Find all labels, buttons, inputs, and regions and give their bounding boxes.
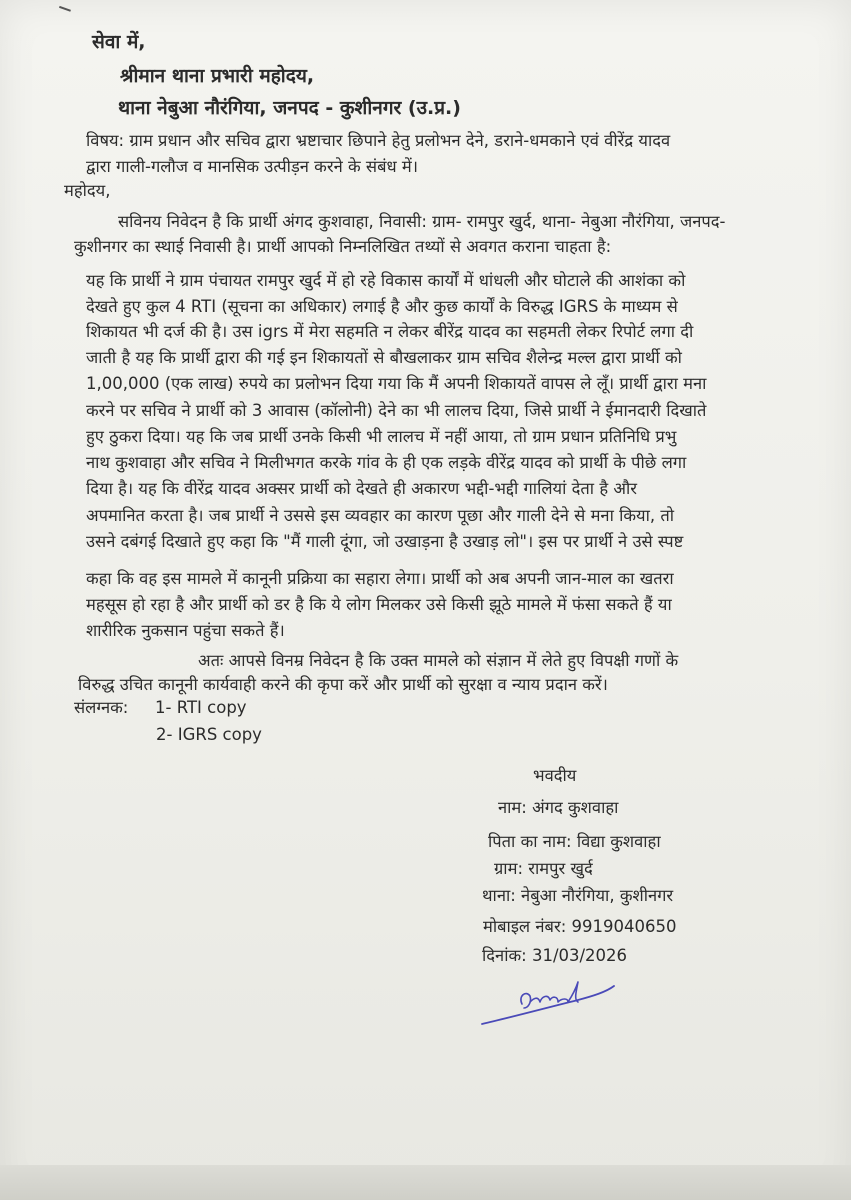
body-line: शारीरिक नुकसान पहुंचा सकते हैं। [86, 621, 285, 640]
body-line: सविनय निवेदन है कि प्रार्थी अंगद कुशवाहा, निवासी: ग्राम- रामपुर खुर्द, थाना- नेबुआ नौरंगिया, जनपद- [118, 212, 726, 231]
body-line: दिया है। यह कि वीरेंद्र यादव अक्सर प्रार्थी को देखते ही अकारण भद्दी-भद्दी गालियां देता है और [86, 479, 637, 498]
body-line: महसूस हो रहा है और प्रार्थी को डर है कि ये लोग मिलकर उसे किसी झूठे मामले में फंसा सकते हैं या [86, 595, 672, 614]
addressee-line-1: श्रीमान थाना प्रभारी महोदय, [120, 65, 315, 87]
body-line: हुए ठुकरा दिया। यह कि जब प्रार्थी उनके किसी भी लालच में नहीं आया, तो ग्राम प्रधान प्रतिनिधि प्रभु [86, 427, 677, 446]
addressee-line-2: थाना नेबुआ नौरंगिया, जनपद - कुशीनगर (उ.प्र.) [118, 97, 461, 119]
body-line: नाथ कुशवाहा और सचिव ने मिलीभगत करके गांव के ही एक लड़के वीरेंद्र यादव को प्रार्थी के पीछे लगा [86, 453, 687, 472]
body-line: कुशीनगर का स्थाई निवासी है। प्रार्थी आपको निम्नलिखित तथ्यों से अवगत कराना चाहता है: [74, 237, 612, 256]
signatory-mobile: मोबाइल नंबर: 9919040650 [483, 917, 677, 936]
signatory-father: पिता का नाम: विद्या कुशवाहा [488, 832, 661, 851]
body-line: करने पर सचिव ने प्रार्थी को 3 आवास (कॉलोनी) देने का भी लालच दिया, जिसे प्रार्थी ने ईमानदारी दिखाते [86, 401, 707, 420]
body-line: 1,00,000 (एक लाख) रुपये का प्रलोभन दिया गया कि मैं अपनी शिकायतें वापस ले लूँ। प्रार्थी द्वारा मना [86, 374, 707, 393]
page-bottom-edge [0, 1165, 851, 1200]
body-line: जाती है यह कि प्रार्थी द्वारा की गई इन शिकायतों से बौखलाकर ग्राम सचिव शैलेन्द्र मल्ल द्वारा प्रार्थी को [86, 348, 682, 367]
sign-off: भवदीय [533, 766, 577, 785]
subject-line: विषय: ग्राम प्रधान और सचिव द्वारा भ्रष्टाचार छिपाने हेतु प्रलोभन देने, डराने-धमकाने एवं वीरेंद्र यादव [86, 131, 671, 150]
attachments-label: संलग्नक: [74, 698, 129, 717]
attachment-item: 2- IGRS copy [156, 725, 262, 744]
pen-mark [59, 0, 73, 12]
signatory-station: थाना: नेबुआ नौरंगिया, कुशीनगर [482, 886, 674, 905]
signatory-village: ग्राम: रामपुर खुर्द [494, 859, 593, 878]
body-line: यह कि प्रार्थी ने ग्राम पंचायत रामपुर खुर्द में हो रहे विकास कार्यों में धांधली और घोटाले की आशंका को [86, 271, 686, 290]
attachment-item: 1- RTI copy [155, 698, 247, 717]
body-line: उसने दबंगई दिखाते हुए कहा कि "मैं गाली दूंगा, जो उखाड़ना है उखाड़ लो"। इस पर प्रार्थी ने उसे स्पष्ट [86, 532, 684, 551]
closing-line: विरुद्ध उचित कानूनी कार्यवाही करने की कृपा करें और प्रार्थी को सुरक्षा व न्याय प्रदान करें। [78, 675, 608, 694]
body-line: कहा कि वह इस मामले में कानूनी प्रक्रिया का सहारा लेगा। प्रार्थी को अब अपनी जान-माल का खतरा [86, 569, 674, 588]
subject-line: द्वारा गाली-गलौज व मानसिक उत्पीड़न करने के संबंध में। [86, 157, 419, 176]
body-line: अपमानित करता है। जब प्रार्थी ने उससे इस व्यवहार का कारण पूछा और गाली देने से मना किया, तो [86, 506, 675, 525]
signatory-name: नाम: अंगद कुशवाहा [498, 798, 619, 817]
handwritten-signature [478, 974, 618, 1034]
signatory-date: दिनांक: 31/03/2026 [482, 946, 628, 965]
closing-line: अतः आपसे विनम्र निवेदन है कि उक्त मामले को संज्ञान में लेते हुए विपक्षी गणों के [198, 651, 679, 670]
salutation: सेवा में, [92, 31, 146, 53]
body-line: शिकायत भी दर्ज की है। उस igrs में मेरा सहमति न लेकर बीरेंद्र यादव का सहमती लेकर रिपोर्ट लगा दी [86, 322, 694, 341]
greeting: महोदय, [64, 181, 111, 200]
body-line: देखते हुए कुल 4 RTI (सूचना का अधिकार) लगाई है और कुछ कार्यों के विरुद्ध IGRS के माध्यम से [86, 297, 678, 316]
